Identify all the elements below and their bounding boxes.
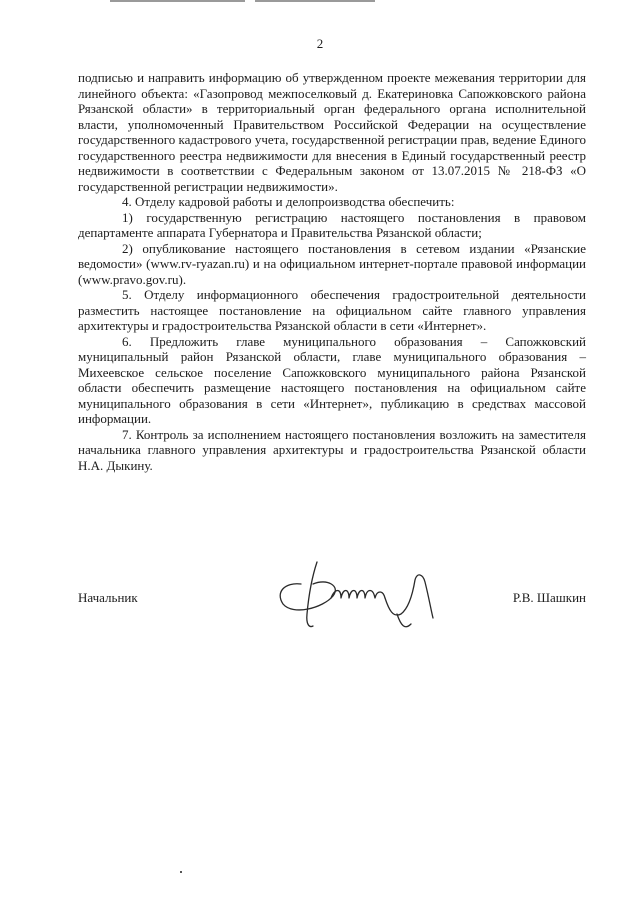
document-body xyxy=(78,70,586,473)
top-border-line xyxy=(255,0,375,2)
paragraph-item-7: 7. Контроль за исполнением настоящего постановления возложить на заместителя начальника главного управления архитектуры и градостроительства Рязанской области Н.А. Дыкину. xyxy=(78,426,586,473)
paragraph-item-5: 5. Отделу информационного обеспечения градостроительной деятельности разместить настоящее постановление на официальном сайте главного управления архитектуры и градостроительства Рязанской области в сети «Интернет». xyxy=(78,287,586,333)
signatory-title: Начальник xyxy=(78,590,138,605)
page-number: 2 xyxy=(316,36,324,51)
paragraph-subitem-1: 1) государственную регистрацию настоящего постановления в правовом департаменте аппарата Губернатора и Правительства Рязанской области; xyxy=(78,209,586,240)
paragraph-item-6: 6. Предложить главе муниципального образования – Сапожковский муниципальный район Рязанской области, главе муниципального образования – Михеевское сельское поселение Сапожковского муниципального района Рязанской области обеспечить размещение настоящего постановления на официальном сайте муниципального образования в сети «Интернет», публикацию в средствах массовой информации. xyxy=(78,333,586,426)
signatory-name: Р.В. Шашкин xyxy=(512,590,586,605)
signature-block xyxy=(78,590,586,614)
paragraph-item-4: 4. Отделу кадровой работы и делопроизводства обеспечить: xyxy=(122,194,455,209)
paragraph-subitem-2: 2) опубликование настоящего постановления в сетевом издании «Рязанские ведомости» (www.rv-ryazan.ru) и на официальном интернет-портале правовой информации (www.pravo.gov.ru). xyxy=(78,240,586,287)
scan-speck xyxy=(180,871,182,873)
top-border-line xyxy=(110,0,245,2)
paragraph-continuation: подписью и направить информацию об утвержденном проекте межевания территории для линейного объекта: «Газопровод межпоселковый д. Екатериновка Сапожковского района Рязанской области» в территориальный орган федерального органа исполнительной власти, уполномоченный Правительством Российской Федерации на осуществление государственного кадастрового учета, государственной регистрации прав, ведение Единого государственного реестра недвижимости для внесения в Единый государственный реестр недвижимости в соответствии с Федеральным законом от 13.07.2015 № 218-ФЗ «О государственной регистрации недвижимости». xyxy=(78,70,586,194)
